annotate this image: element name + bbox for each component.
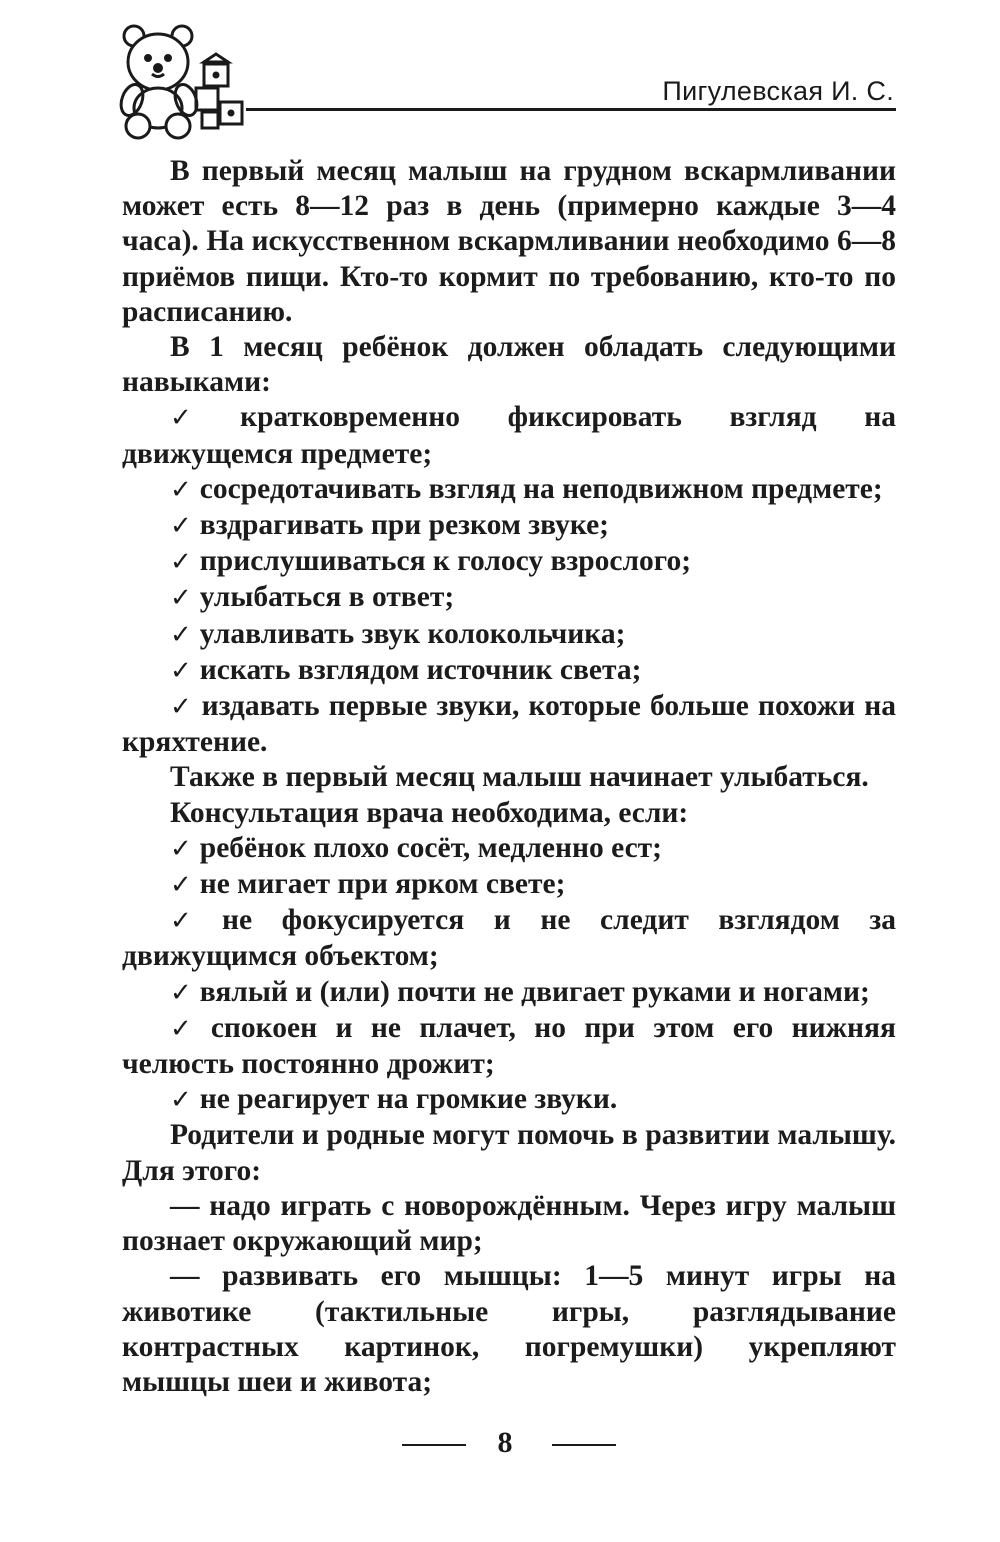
checklist-item xyxy=(122,508,896,544)
page-body xyxy=(122,154,896,1400)
header-rule xyxy=(246,108,896,111)
checklist-item xyxy=(122,689,896,760)
check-mark-icon: ✓ xyxy=(170,619,192,650)
checklist-item xyxy=(122,653,896,689)
paragraph-text: сосредотачивать взгляд на неподвижном предмете; xyxy=(199,472,883,505)
paragraph-text: Родители и родные могут помочь в развитии малышу. Для этого: xyxy=(122,1119,896,1187)
paragraph xyxy=(122,1118,896,1188)
paragraph-text: Консультация врача необходима, если: xyxy=(170,796,689,829)
running-header-author: Пигулевская И. С. xyxy=(662,76,894,106)
paragraph xyxy=(122,796,896,831)
check-mark-icon: ✓ xyxy=(170,906,214,937)
check-mark-icon: ✓ xyxy=(170,655,192,686)
paragraph-text: — надо играть с новорождённым. Через игру малыш познает окружающий мир; xyxy=(122,1189,896,1258)
paragraph xyxy=(122,330,896,400)
checklist-item xyxy=(122,975,896,1011)
paragraph-text: В 1 месяц ребёнок должен обладать следующими навыками: xyxy=(122,331,896,399)
paragraph-text: вялый и (или) почти не двигает руками и ногами; xyxy=(199,975,870,1008)
paragraph-text: Также в первый месяц малыш начинает улыбаться. xyxy=(170,761,869,794)
checklist-item xyxy=(122,867,896,903)
check-mark-icon: ✓ xyxy=(170,692,194,723)
paragraph-text: не мигает при ярком свете; xyxy=(199,868,566,901)
paragraph-text: ребёнок плохо сосёт, медленно ест; xyxy=(199,831,662,864)
paragraph-text: издавать первые звуки, которые больше похожи на кряхтение. xyxy=(122,690,896,759)
checklist-item xyxy=(122,903,896,974)
check-mark-icon: ✓ xyxy=(170,511,192,542)
paragraph-text: кратковременно фиксировать взгляд на движущемся предмете; xyxy=(122,401,896,470)
paragraph-text: искать взглядом источник света; xyxy=(199,653,642,686)
check-mark-icon: ✓ xyxy=(170,583,192,614)
paragraph-text: вздрагивать при резком звуке; xyxy=(199,509,610,542)
paragraph-text: улавливать звук колокольчика; xyxy=(199,617,626,650)
footer-rule-left xyxy=(402,1444,466,1446)
paragraph-text: В первый месяц малыш на грудном вскармливании может есть 8—12 раз в день (примерно каждые 3—4 часа). На искусственном вскармливании необходимо 6—8 приёмов пищи. Кто-то кормит по требованию, кто-то по расписанию. xyxy=(122,155,896,328)
paragraph-text: не реагирует на громкие звуки. xyxy=(199,1083,618,1116)
checklist-item xyxy=(122,400,896,471)
paragraph xyxy=(122,1189,896,1259)
page-footer xyxy=(0,1422,1000,1462)
paragraph xyxy=(122,154,896,330)
checklist-item xyxy=(122,1082,896,1118)
checklist-item xyxy=(122,580,896,616)
paragraph xyxy=(122,1259,896,1400)
paragraph-text: прислушиваться к голосу взрослого; xyxy=(199,545,692,578)
check-mark-icon: ✓ xyxy=(170,977,192,1008)
check-mark-icon: ✓ xyxy=(170,547,192,578)
paragraph xyxy=(122,760,896,795)
checklist-item xyxy=(122,544,896,580)
paragraph-text: — развивать его мышцы: 1—5 минут игры на животике (тактильные игры, разглядывание контрастных картинок, погремушки) укрепляют мышцы шеи и живота; xyxy=(122,1260,896,1398)
footer-rule-right xyxy=(552,1444,616,1446)
teddy-bear-with-blocks-icon xyxy=(112,18,248,140)
check-mark-icon: ✓ xyxy=(170,1085,192,1116)
checklist-item xyxy=(122,617,896,653)
check-mark-icon: ✓ xyxy=(170,1013,203,1044)
checklist-item xyxy=(122,831,896,867)
check-mark-icon: ✓ xyxy=(170,474,192,505)
paragraph-text: спокоен и не плачет, но при этом его нижняя челюсть постоянно дрожит; xyxy=(122,1011,896,1081)
checklist-item xyxy=(122,472,896,508)
paragraph-text: не фокусируется и не следит взглядом за движущимся объектом; xyxy=(122,904,896,973)
paragraph-text: улыбаться в ответ; xyxy=(199,581,455,614)
checklist-item xyxy=(122,1011,896,1082)
check-mark-icon: ✓ xyxy=(170,870,192,901)
page-number: 8 xyxy=(497,1426,513,1459)
check-mark-icon: ✓ xyxy=(170,833,192,864)
check-mark-icon: ✓ xyxy=(170,403,233,434)
